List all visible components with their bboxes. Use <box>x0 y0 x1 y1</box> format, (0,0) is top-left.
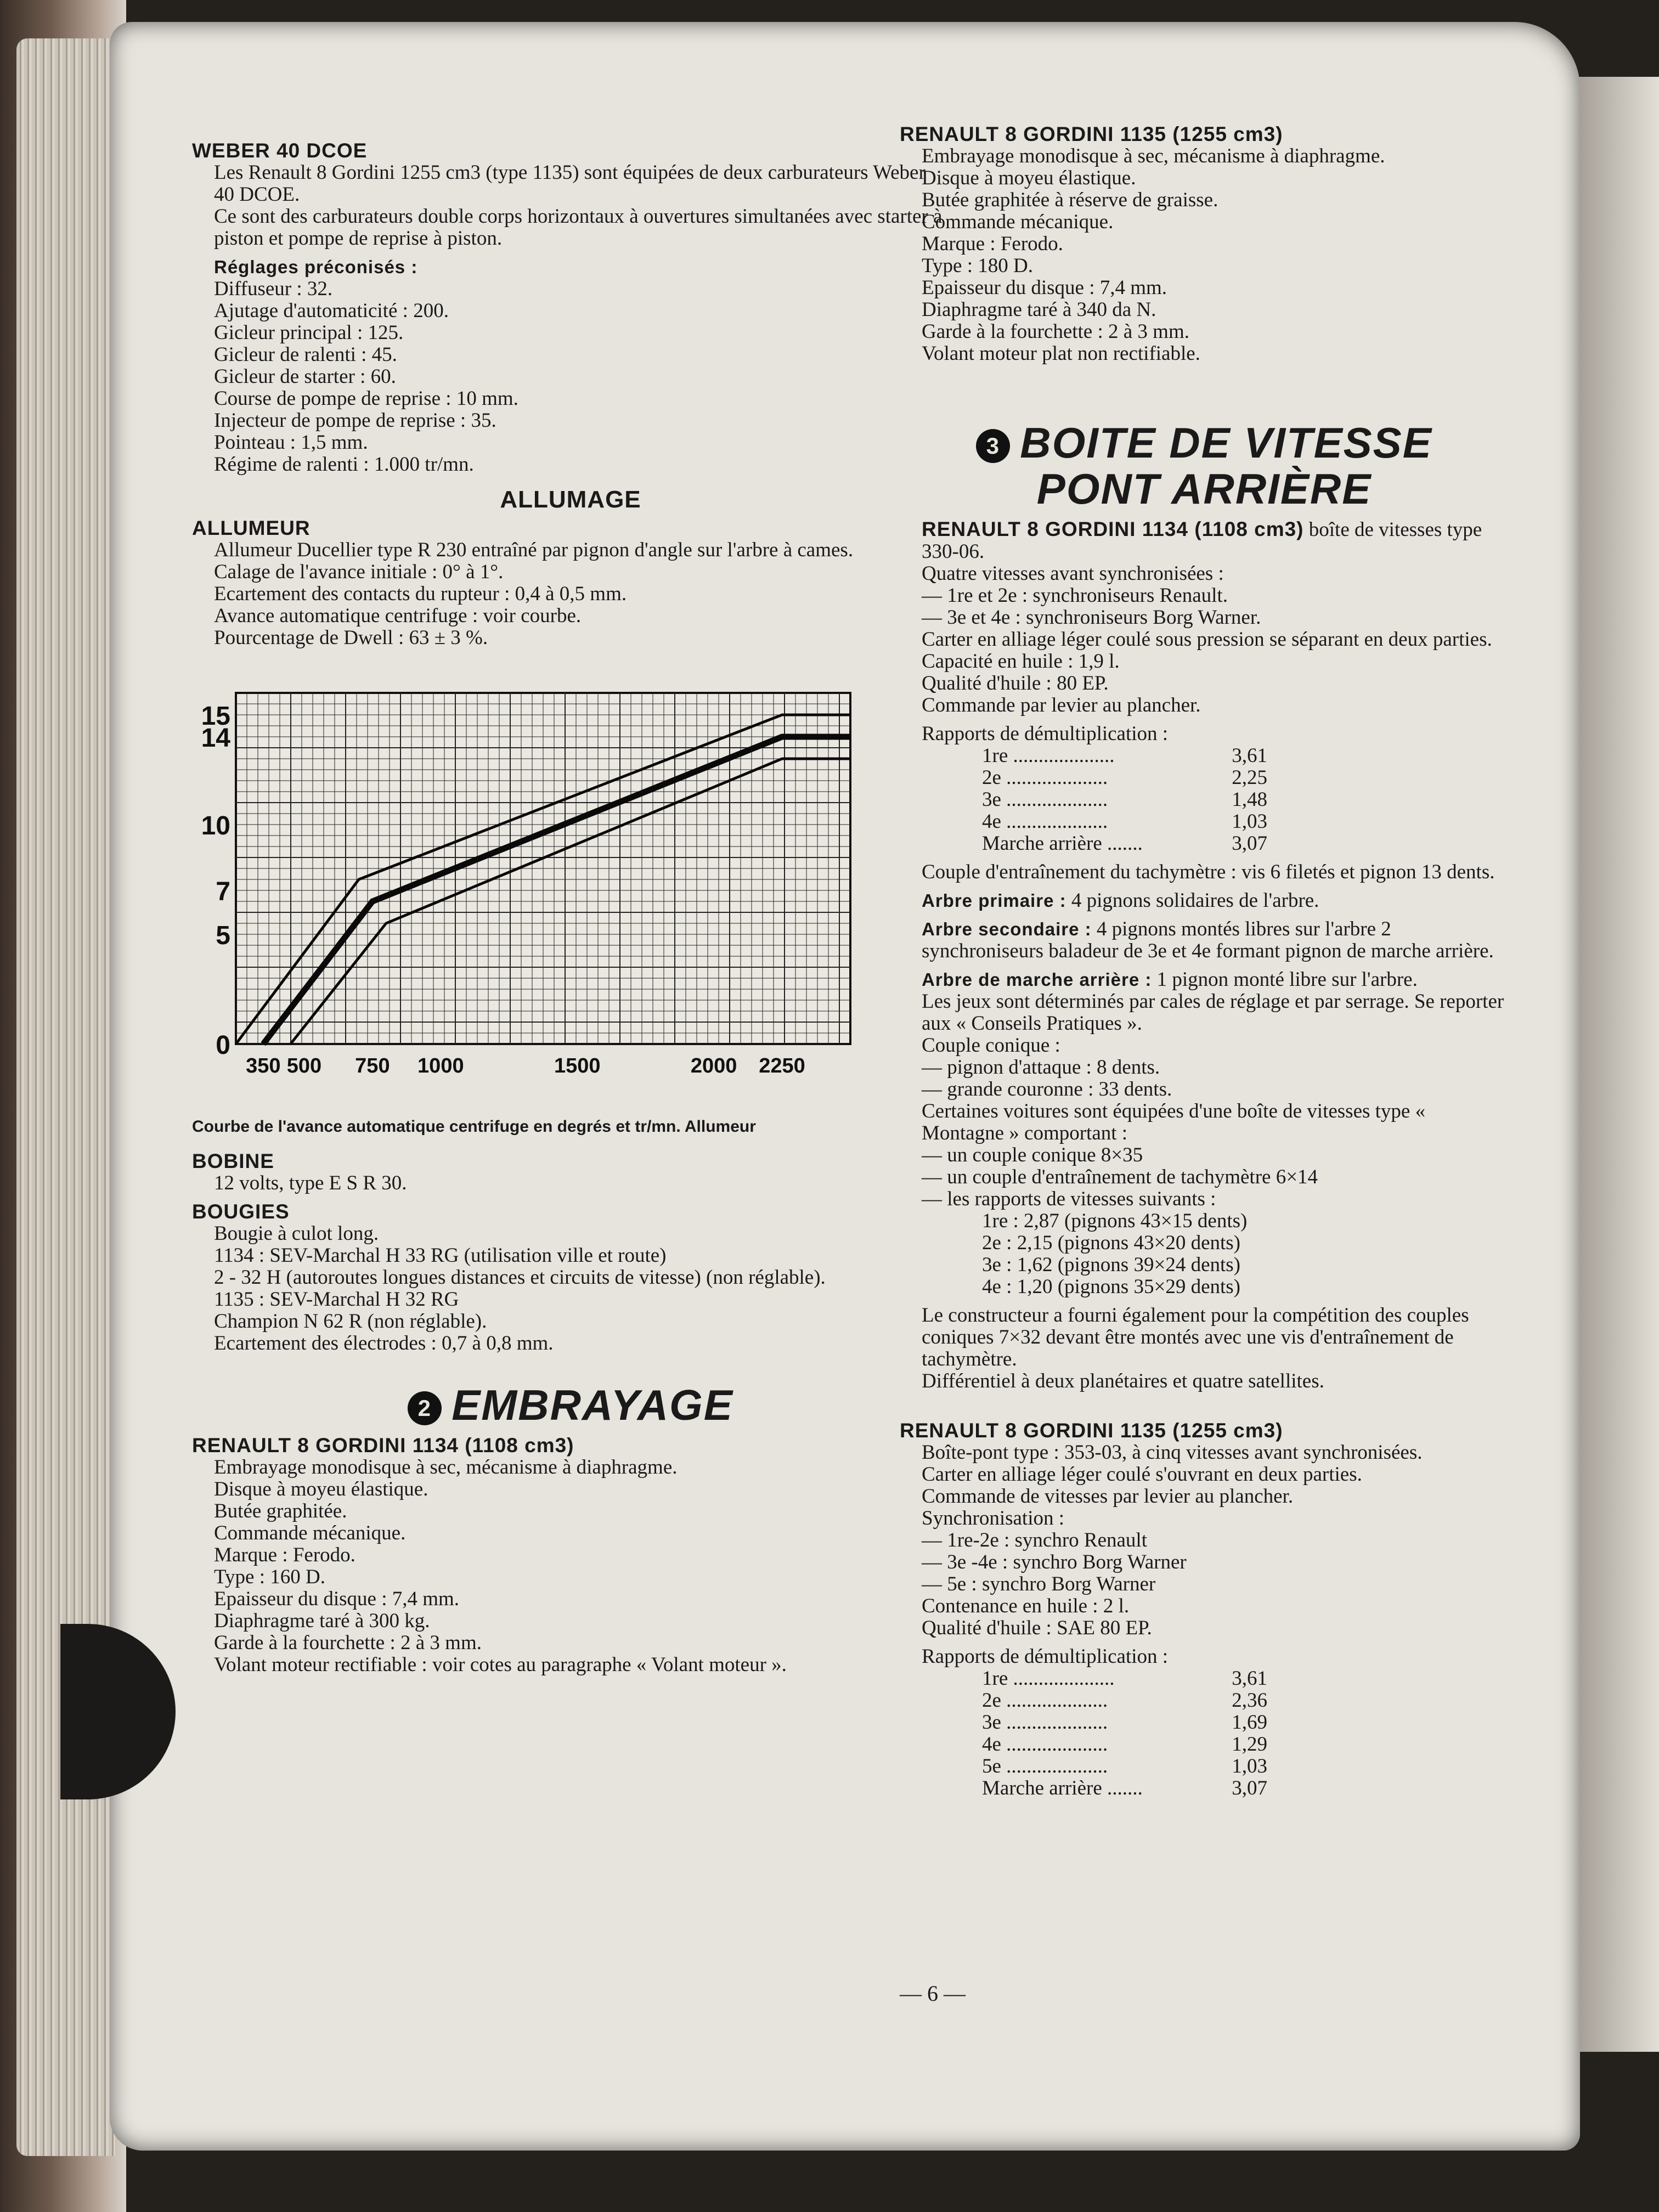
x-tick-label: 500 <box>286 1054 322 1077</box>
bougies-line: Bougie à culot long. <box>214 1222 379 1245</box>
rapport-label: 3e .................... <box>982 788 1108 811</box>
r8-1134-embrayage-title: RENAULT 8 GORDINI 1134 (1108 cm3) <box>192 1434 574 1457</box>
rapport-label: 2e .................... <box>982 766 1108 789</box>
boite-1135-line: Synchronisation : <box>922 1507 1065 1530</box>
r8-1134-boite-title: RENAULT 8 GORDINI 1134 (1108 cm3) <box>922 518 1304 540</box>
jeux-line: — pignon d'attaque : 8 dents. <box>922 1056 1160 1079</box>
embrayage-1135-line: Diaphragme taré à 340 da N. <box>922 298 1156 321</box>
boite-1135-line: Carter en alliage léger coulé s'ouvrant en deux parties. <box>922 1463 1362 1486</box>
embrayage-1135-line: Epaisseur du disque : 7,4 mm. <box>922 276 1167 299</box>
embrayage-1135-line: Volant moteur plat non rectifiable. <box>922 342 1200 365</box>
boite-1134-line: Quatre vitesses avant synchronisées : <box>922 562 1224 585</box>
y-tick-label: 0 <box>216 1031 230 1060</box>
arbre-secondaire-text: 4 pignons montés libres sur l'arbre 2 synchroniseurs baladeur de 3e et 4e formant pignon de marche arrière. <box>922 918 1494 962</box>
allumeur-line: Ecartement des contacts du rupteur : 0,4 à 0,5 mm. <box>214 583 627 605</box>
boite-1134-list <box>900 563 1509 716</box>
boite-1135-list <box>900 1442 1509 1639</box>
allumeur-list <box>192 561 949 649</box>
bobine-text: 12 volts, type E S R 30. <box>214 1172 407 1194</box>
rapport-label: 4e .................... <box>982 1733 1108 1756</box>
weber-paragraph-1: Les Renault 8 Gordini 1255 cm3 (type 1135) sont équipées de deux carburateurs Weber 40 DCOE. <box>214 161 926 206</box>
rapports-1134-title: Rapports de démultiplication : <box>922 723 1169 745</box>
rapport-label: 3e .................... <box>982 1711 1108 1734</box>
boite-1135-line: — 3e -4e : synchro Borg Warner <box>922 1551 1187 1573</box>
arbre-primaire-label: Arbre primaire : <box>922 890 1066 911</box>
reglage-line: Ajutage d'automaticité : 200. <box>214 300 449 322</box>
r8-1134-embrayage-list <box>192 1457 949 1676</box>
allumeur-line: Calage de l'avance initiale : 0° à 1°. <box>214 561 504 583</box>
weber-title: WEBER 40 DCOE <box>192 139 368 162</box>
jeux-line: — grande couronne : 33 dents. <box>922 1078 1172 1101</box>
boite-1135-line: Contenance en huile : 2 l. <box>922 1595 1130 1617</box>
y-tick-label: 7 <box>216 877 230 906</box>
jeux-line: Couple conique : <box>922 1034 1060 1057</box>
embrayage-1135-line: Garde à la fourchette : 2 à 3 mm. <box>922 320 1189 343</box>
reglages-list <box>192 278 949 476</box>
allumeur-title: ALLUMEUR <box>192 517 311 539</box>
jeux-line: — les rapports de vitesses suivants : <box>922 1188 1216 1210</box>
boite-1135-line: Qualité d'huile : SAE 80 EP. <box>922 1617 1152 1639</box>
rapport-value: 1,48 <box>1232 788 1267 811</box>
r8-1135-embrayage-list <box>900 145 1509 365</box>
boite-title-2: PONT ARRIÈRE <box>1036 465 1372 513</box>
embrayage-1134-line: Diaphragme taré à 300 kg. <box>214 1610 430 1632</box>
boite-1134-line: — 3e et 4e : synchroniseurs Borg Warner. <box>922 606 1261 629</box>
r8-1135-embrayage-title: RENAULT 8 GORDINI 1135 (1255 cm3) <box>900 123 1283 145</box>
jeux-line: Certaines voitures sont équipées d'une boîte de vitesses type « Montagne » comportant : <box>922 1100 1426 1144</box>
embrayage-1134-line: Butée graphitée. <box>214 1500 347 1522</box>
embrayage-1135-line: Disque à moyeu élastique. <box>922 167 1136 189</box>
jeux-line: Les jeux sont déterminés par cales de réglage et par serrage. Se reporter aux « Conseils Pratiques ». <box>922 990 1504 1035</box>
embrayage-1135-line: Marque : Ferodo. <box>922 233 1063 255</box>
rapports-1134-table <box>900 745 1267 855</box>
rapport-label: 4e .................... <box>982 810 1108 833</box>
embrayage-1135-line: Embrayage monodisque à sec, mécanisme à diaphragme. <box>922 145 1385 167</box>
arbre-marche-arriere-label: Arbre de marche arrière : <box>922 969 1152 990</box>
rapport-row <box>982 1778 1267 1799</box>
boite-1134-line: Commande par levier au plancher. <box>922 694 1201 716</box>
rapport-row <box>982 1712 1267 1734</box>
boite-1134-line: Qualité d'huile : 80 EP. <box>922 672 1109 695</box>
rapport-label: 2e .................... <box>982 1689 1108 1712</box>
reglage-line: Gicleur de starter : 60. <box>214 365 396 388</box>
rapport-value: 1,29 <box>1232 1733 1267 1756</box>
rapport-row <box>982 811 1267 833</box>
montagne-line: 2e : 2,15 (pignons 43×20 dents) <box>982 1232 1240 1254</box>
montagne-line: 1re : 2,87 (pignons 43×15 dents) <box>982 1210 1248 1232</box>
reglage-line: Régime de ralenti : 1.000 tr/mn. <box>214 453 474 476</box>
rapport-label: 1re .................... <box>982 1667 1115 1690</box>
right-column <box>900 123 1509 1799</box>
embrayage-title: EMBRAYAGE <box>452 1381 733 1429</box>
montagne-list <box>900 1210 1509 1298</box>
rapport-row <box>982 1690 1267 1712</box>
boite-1135-line: Commande de vitesses par levier au plancher. <box>922 1485 1294 1508</box>
boite-1134-line: — 1re et 2e : synchroniseurs Renault. <box>922 584 1228 607</box>
left-column <box>192 140 949 1676</box>
montagne-line: 3e : 1,62 (pignons 39×24 dents) <box>982 1254 1240 1276</box>
x-tick-label: 750 <box>355 1054 390 1077</box>
allumeur-line: Pourcentage de Dwell : 63 ± 3 %. <box>214 627 488 649</box>
arbre-primaire-text: 4 pignons solidaires de l'arbre. <box>1066 889 1319 912</box>
embrayage-1134-line: Volant moteur rectifiable : voir cotes au paragraphe « Volant moteur ». <box>214 1654 787 1676</box>
section-number-2: 2 <box>408 1391 442 1425</box>
r8-1135-boite-title: RENAULT 8 GORDINI 1135 (1255 cm3) <box>900 1419 1283 1442</box>
rapport-value: 1,03 <box>1232 1755 1267 1778</box>
bougies-title: BOUGIES <box>192 1200 290 1223</box>
rapport-row <box>982 833 1267 855</box>
chart-caption: Courbe de l'avance automatique centrifuge en degrés et tr/mn. Allumeur <box>192 1118 756 1136</box>
embrayage-1134-line: Marque : Ferodo. <box>214 1544 356 1566</box>
rapport-value: 2,36 <box>1232 1689 1267 1712</box>
allumage-title: ALLUMAGE <box>500 486 641 513</box>
constructeur-line: Différentiel à deux planétaires et quatre satellites. <box>922 1370 1324 1392</box>
rapports-1135-title: Rapports de démultiplication : <box>922 1645 1169 1668</box>
jeux-list <box>900 991 1509 1210</box>
rapport-value: 3,07 <box>1232 832 1267 855</box>
rapport-value: 3,61 <box>1232 1667 1267 1690</box>
reglage-line: Diffuseur : 32. <box>214 278 333 300</box>
embrayage-1134-line: Epaisseur du disque : 7,4 mm. <box>214 1588 460 1610</box>
boite-1134-line: Carter en alliage léger coulé sous pression se séparant en deux parties. <box>922 628 1492 651</box>
boite-title-1: BOITE DE VITESSE <box>1020 419 1432 467</box>
y-tick-label: 10 <box>201 811 230 840</box>
rapport-value: 1,03 <box>1232 810 1267 833</box>
x-tick-label: 2250 <box>759 1054 805 1077</box>
embrayage-1135-line: Commande mécanique. <box>922 211 1114 233</box>
allumeur-line: Avance automatique centrifuge : voir courbe. <box>214 605 582 627</box>
rapport-value: 1,69 <box>1232 1711 1267 1734</box>
embrayage-1134-line: Disque à moyeu élastique. <box>214 1478 428 1500</box>
reglages-title: Réglages préconisés : <box>214 257 418 277</box>
reglage-line: Gicleur principal : 125. <box>214 321 404 344</box>
embrayage-1134-line: Type : 160 D. <box>214 1566 325 1588</box>
x-tick-label: 1500 <box>554 1054 601 1077</box>
allumeur-paragraph: Allumeur Ducellier type R 230 entraîné par pignon d'angle sur l'arbre à cames. <box>214 539 854 561</box>
rapport-value: 2,25 <box>1232 766 1267 789</box>
rapport-row <box>982 1734 1267 1756</box>
x-tick-label: 2000 <box>690 1054 737 1077</box>
embrayage-1134-line: Commande mécanique. <box>214 1522 406 1544</box>
y-tick-label: 14 <box>201 724 230 753</box>
jeux-line: — un couple d'entraînement de tachymètre 6×14 <box>922 1166 1318 1188</box>
embrayage-1134-line: Garde à la fourchette : 2 à 3 mm. <box>214 1632 482 1654</box>
rapport-row <box>982 767 1267 789</box>
rapport-row <box>982 745 1267 767</box>
rapport-value: 3,07 <box>1232 1777 1267 1799</box>
reglage-line: Pointeau : 1,5 mm. <box>214 431 368 454</box>
bougies-list <box>192 1223 949 1355</box>
rapport-row <box>982 789 1267 811</box>
book-page <box>110 22 1580 2151</box>
arbre-secondaire-label: Arbre secondaire : <box>922 919 1092 939</box>
bougies-line: 2 - 32 H (autoroutes longues distances et circuits de vitesse) (non réglable). <box>214 1266 826 1289</box>
embrayage-1135-line: Butée graphitée à réserve de graisse. <box>922 189 1218 211</box>
bougies-line: 1135 : SEV-Marchal H 32 RG <box>214 1288 459 1311</box>
bougies-line: 1134 : SEV-Marchal H 33 RG (utilisation ville et route) <box>214 1244 667 1267</box>
boite-1135-line: — 1re-2e : synchro Renault <box>922 1529 1147 1551</box>
rapport-label: 1re .................... <box>982 744 1115 767</box>
x-tick-label: 350 <box>246 1054 281 1077</box>
rapports-1135-table <box>900 1668 1267 1799</box>
rapport-row <box>982 1756 1267 1778</box>
embrayage-1134-line: Embrayage monodisque à sec, mécanisme à diaphragme. <box>214 1456 678 1479</box>
jeux-line: — un couple conique 8×35 <box>922 1144 1143 1166</box>
boite-1135-line: Boîte-pont type : 353-03, à cinq vitesses avant synchronisées. <box>922 1441 1423 1464</box>
book-page-edges <box>16 38 115 2156</box>
arbre-marche-arriere-text: 1 pignon monté libre sur l'arbre. <box>1152 968 1418 991</box>
rapport-label: 5e .................... <box>982 1755 1108 1778</box>
rapport-row <box>982 1668 1267 1690</box>
embrayage-heading <box>192 1382 949 1428</box>
montagne-line: 4e : 1,20 (pignons 35×29 dents) <box>982 1276 1240 1298</box>
weber-paragraph-2: Ce sont des carburateurs double corps horizontaux à ouvertures simultanées avec starter à piston et pompe de reprise à piston. <box>214 205 943 250</box>
boite-1135-line: — 5e : synchro Borg Warner <box>922 1573 1156 1595</box>
reglage-line: Course de pompe de reprise : 10 mm. <box>214 387 518 410</box>
bougies-line: Ecartement des électrodes : 0,7 à 0,8 mm. <box>214 1332 554 1355</box>
bobine-title: BOBINE <box>192 1150 274 1172</box>
page-number: — 6 — <box>900 1981 966 2006</box>
y-tick-label: 5 <box>216 921 230 950</box>
rapport-label: Marche arrière ....... <box>982 832 1143 855</box>
reglage-line: Injecteur de pompe de reprise : 35. <box>214 409 496 432</box>
bougies-line: Champion N 62 R (non réglable). <box>214 1310 487 1333</box>
r8-1134-boite-intro: boîte de vitesses type 330-06. <box>922 518 1482 563</box>
rapport-label: Marche arrière ....... <box>982 1777 1143 1799</box>
rapport-value: 3,61 <box>1232 744 1267 767</box>
embrayage-1135-line: Type : 180 D. <box>922 255 1033 277</box>
constructeur-line: Le constructeur a fourni également pour la compétition des couples coniques 7×32 devant être montés avec une vis d'entraînement de tachymètre. <box>922 1304 1469 1370</box>
section-number-3: 3 <box>976 429 1010 463</box>
x-tick-label: 1000 <box>417 1054 464 1077</box>
avance-centrifuge-chart <box>181 682 883 1110</box>
y-tick-label: 15 <box>201 702 230 731</box>
boite-heading <box>900 420 1509 512</box>
reglage-line: Gicleur de ralenti : 45. <box>214 343 397 366</box>
boite-1134-line: Capacité en huile : 1,9 l. <box>922 650 1120 673</box>
couple-tachymetre: Couple d'entraînement du tachymètre : vis 6 filetés et pignon 13 dents. <box>922 861 1495 883</box>
constructeur-list <box>900 1305 1509 1392</box>
